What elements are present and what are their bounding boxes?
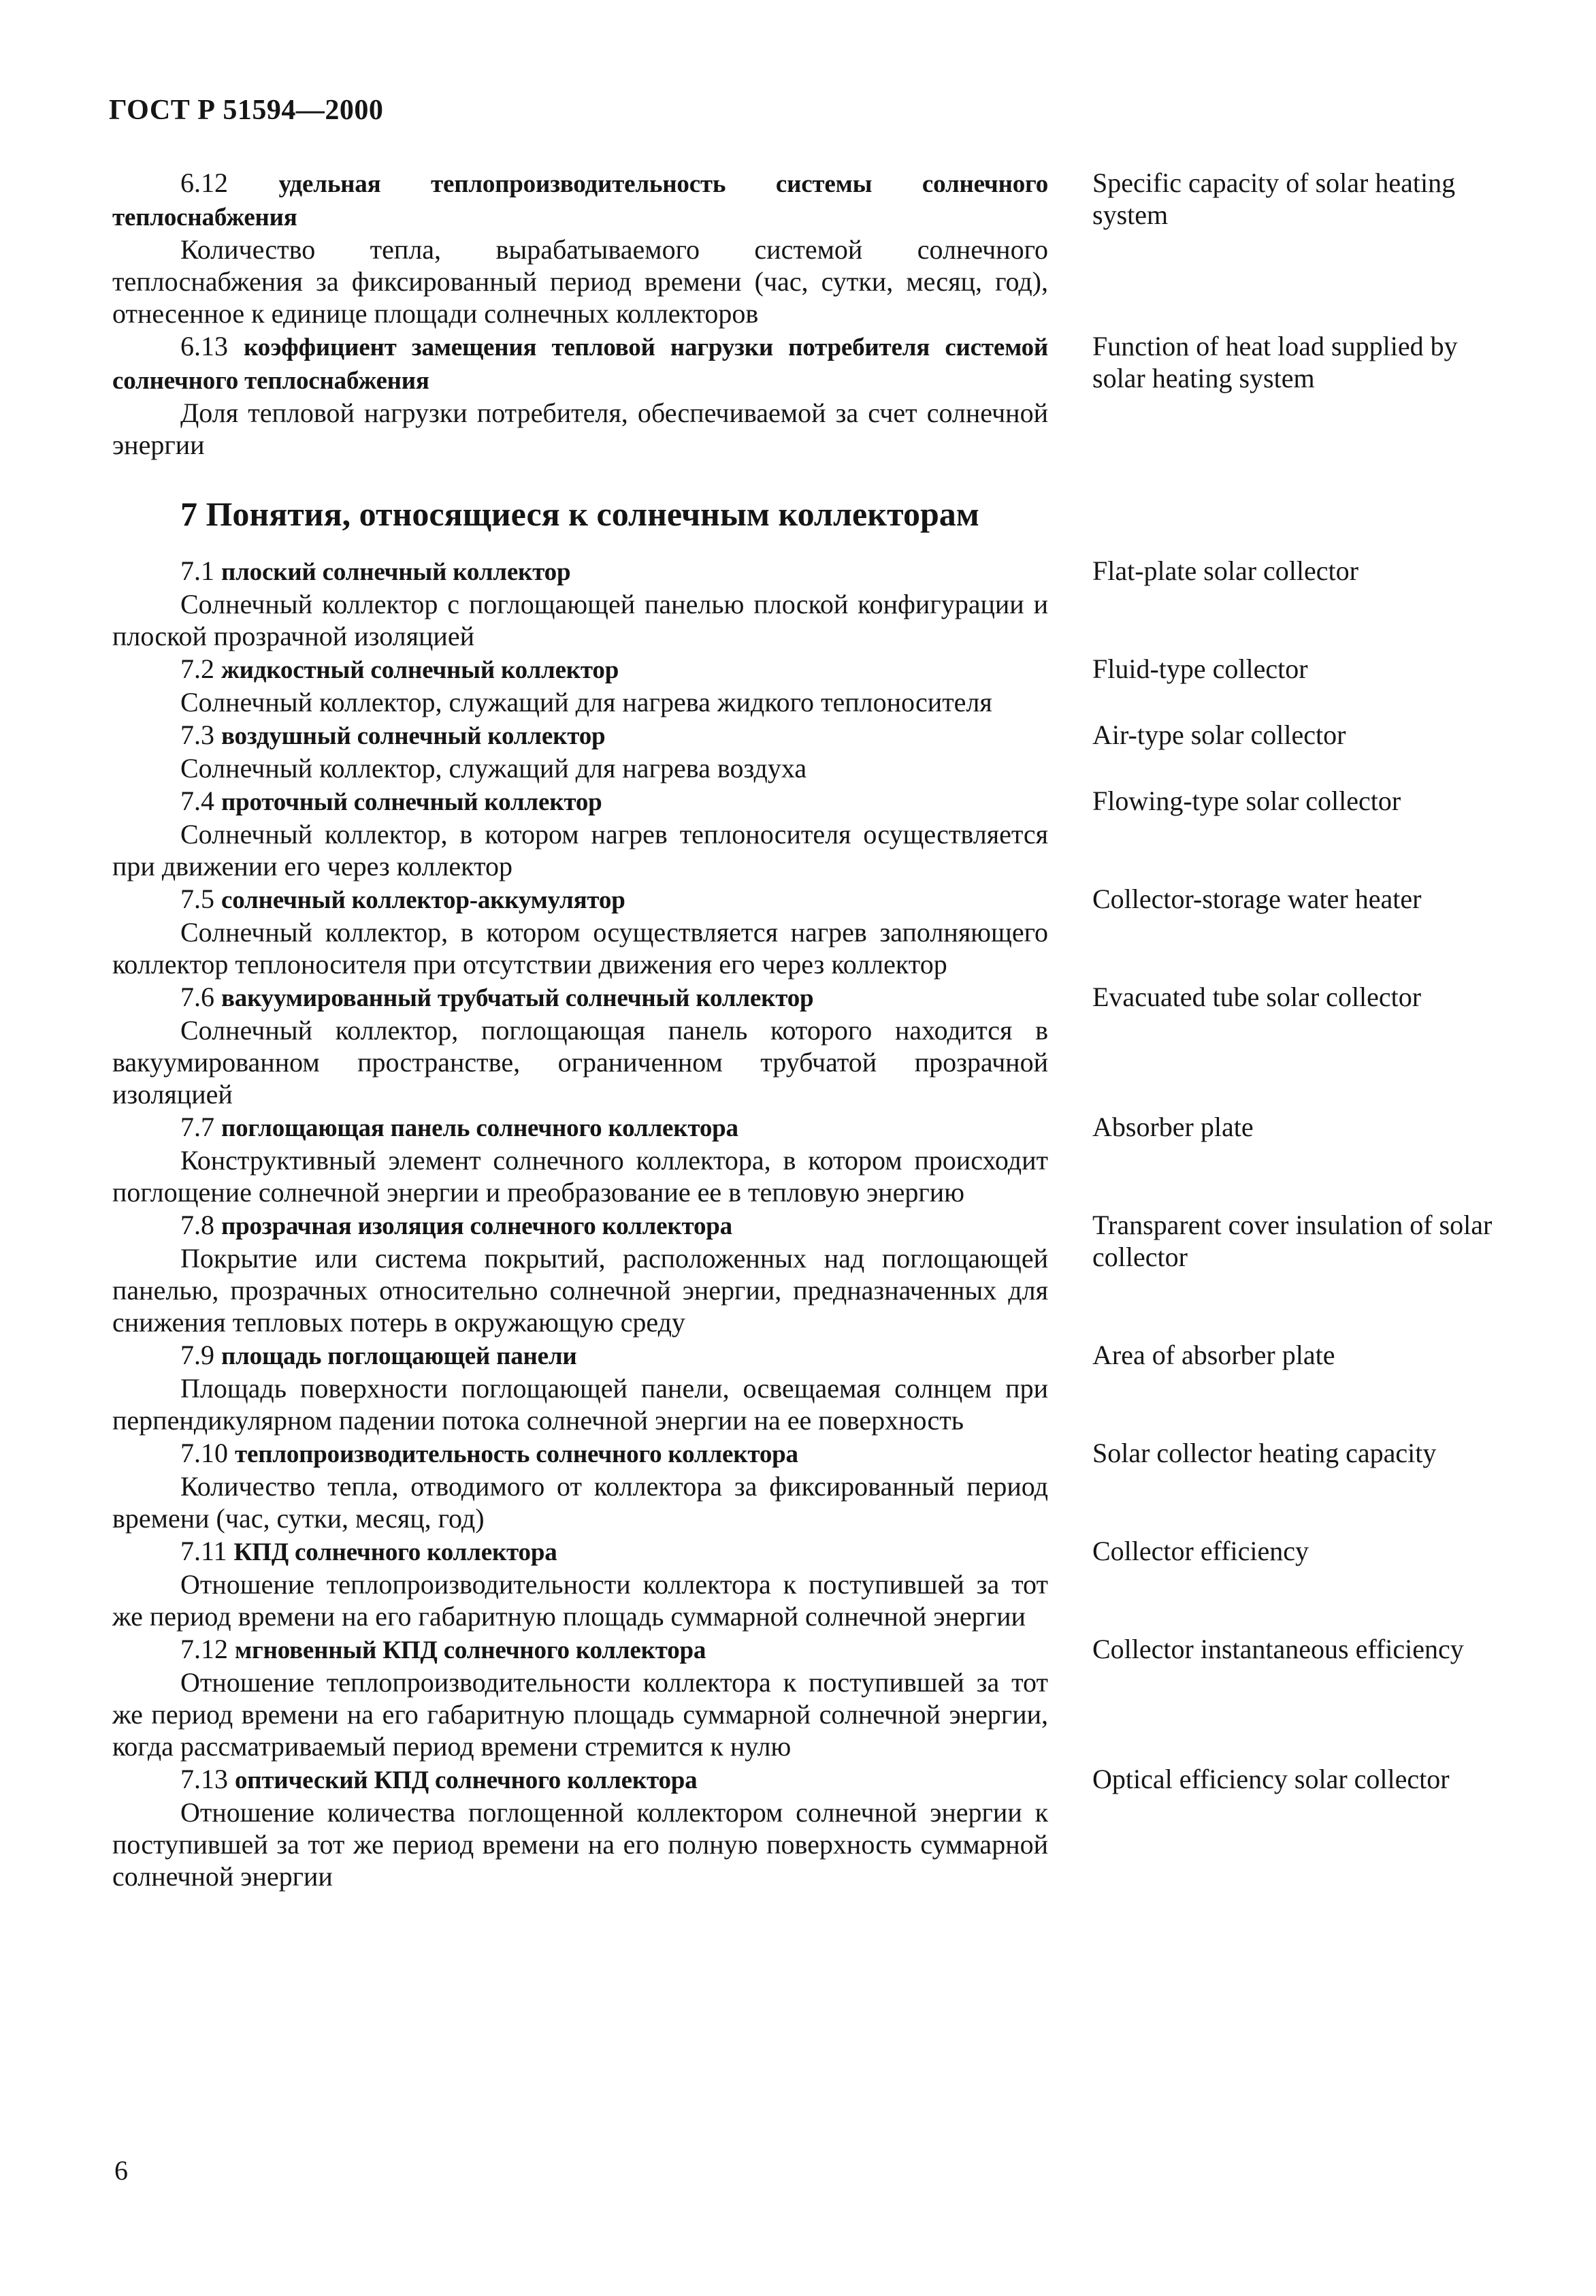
term-entry-7-13 <box>112 1763 1514 1892</box>
term-russian <box>112 1111 1048 1208</box>
section-heading: 7 Понятия, относящиеся к солнечным коллекторам <box>180 495 979 533</box>
term-number: 7.8 <box>180 1210 214 1240</box>
term-russian <box>112 1339 1048 1436</box>
term-russian <box>112 330 1048 461</box>
term-russian <box>112 1437 1048 1534</box>
term-title: плоский солнечный коллектор <box>221 558 571 586</box>
term-number: 7.4 <box>180 786 214 816</box>
terms-content <box>112 167 1514 1893</box>
term-english: Evacuated tube solar collector <box>1092 982 1422 1012</box>
term-number: 7.12 <box>180 1634 228 1664</box>
term-definition: Количество тепла, вырабатываемого системой солнечного теплоснабжения за фиксированный период времени (час, сутки, месяц, год), отнесенное к единице площади солнечных коллекторов <box>112 234 1048 329</box>
term-title: мгновенный КПД солнечного коллектора <box>235 1636 706 1664</box>
term-title: коэффициент замещения тепловой нагрузки потребителя системой солнечного теплоснабжения <box>112 334 1049 395</box>
term-russian <box>112 719 1048 784</box>
term-entry-7-6 <box>112 981 1514 1110</box>
term-russian <box>112 883 1048 980</box>
term-title: прозрачная изоляция солнечного коллектора <box>221 1212 732 1240</box>
term-english: Flat-plate solar collector <box>1092 555 1358 586</box>
term-russian <box>112 1633 1048 1762</box>
term-title: жидкостный солнечный коллектор <box>221 656 619 684</box>
term-entry-7-2 <box>112 653 1514 718</box>
term-entry-7-12 <box>112 1633 1514 1762</box>
term-definition: Количество тепла, отводимого от коллектора за фиксированный период времени (час, сутки, месяц, год) <box>112 1471 1048 1534</box>
term-english: Transparent cover insulation of solar collector <box>1092 1210 1493 1272</box>
term-title: поглощающая панель солнечного коллектора <box>221 1114 738 1142</box>
term-definition: Солнечный коллектор, в котором осуществляется нагрев заполняющего коллектор теплоносителя при отсутствии движения его через коллектор <box>112 917 1048 980</box>
term-entry-6-13 <box>112 330 1514 461</box>
term-russian <box>112 167 1048 329</box>
term-definition: Отношение теплопроизводительности коллектора к поступившей за тот же период времени на его габаритную площадь суммарной солнечной энергии, когда рассматриваемый период времени стремится к нулю <box>112 1667 1048 1762</box>
term-entry-7-10 <box>112 1437 1514 1534</box>
term-russian <box>112 785 1048 882</box>
term-definition: Доля тепловой нагрузки потребителя, обеспечиваемой за счет солнечной энергии <box>112 398 1048 460</box>
term-title: КПД солнечного коллектора <box>233 1538 557 1566</box>
term-title: солнечный коллектор-аккумулятор <box>221 886 625 914</box>
term-number: 7.11 <box>180 1536 227 1566</box>
term-number: 7.6 <box>180 982 214 1012</box>
term-entry-7-3 <box>112 719 1514 784</box>
term-definition: Солнечный коллектор, поглощающая панель которого находится в вакуумированном пространстве, ограниченном трубчатой прозрачной изоляцией <box>112 1015 1048 1110</box>
term-english: Absorber plate <box>1092 1112 1254 1142</box>
term-entry-6-12 <box>112 167 1514 329</box>
term-definition: Солнечный коллектор, служащий для нагрева жидкого теплоносителя <box>180 687 992 717</box>
term-russian <box>112 981 1048 1110</box>
term-number: 7.1 <box>180 555 214 586</box>
term-number: 7.5 <box>180 884 214 914</box>
term-definition: Солнечный коллектор, в котором нагрев теплоносителя осуществляется при движении его через коллектор <box>112 819 1048 882</box>
term-number: 6.13 <box>180 331 228 361</box>
term-english: Area of absorber plate <box>1092 1340 1335 1370</box>
term-russian <box>112 1209 1048 1338</box>
term-title: удельная теплопроизводительность системы солнечного теплоснабжения <box>112 170 1048 231</box>
term-english: Specific capacity of solar heating system <box>1092 167 1456 230</box>
term-english: Air-type solar collector <box>1092 719 1346 750</box>
term-english: Fluid-type collector <box>1092 653 1308 684</box>
document-code-header: ГОСТ Р 51594—2000 <box>109 95 384 126</box>
term-title: вакуумированный трубчатый солнечный коллектор <box>221 984 814 1012</box>
term-russian <box>112 1763 1048 1892</box>
term-entry-7-7 <box>112 1111 1514 1208</box>
term-title: площадь поглощающей панели <box>221 1342 577 1370</box>
term-english: Solar collector heating capacity <box>1092 1438 1437 1468</box>
term-english: Collector instantaneous efficiency <box>1092 1634 1464 1664</box>
term-definition: Конструктивный элемент солнечного коллектора, в котором происходит поглощение солнечной энергии и преобразование ее в тепловую энергию <box>112 1145 1048 1208</box>
term-number: 7.3 <box>180 719 214 750</box>
term-definition: Площадь поверхности поглощающей панели, освещаемая солнцем при перпендикулярном падении потока солнечной энергии на ее поверхность <box>112 1373 1048 1436</box>
term-number: 7.7 <box>180 1112 214 1142</box>
term-number: 7.13 <box>180 1764 228 1794</box>
term-russian <box>112 555 1048 652</box>
term-entry-7-5 <box>112 883 1514 980</box>
term-number: 6.12 <box>180 167 228 198</box>
term-number: 7.9 <box>180 1340 214 1370</box>
term-english: Function of heat load supplied by solar heating system <box>1092 331 1458 393</box>
term-number: 7.2 <box>180 653 214 684</box>
term-title: проточный солнечный коллектор <box>221 788 602 816</box>
term-definition: Солнечный коллектор, служащий для нагрева воздуха <box>180 753 807 783</box>
term-english: Collector efficiency <box>1092 1536 1309 1566</box>
term-entry-7-8 <box>112 1209 1514 1338</box>
term-entry-7-4 <box>112 785 1514 882</box>
term-english: Optical efficiency solar collector <box>1092 1764 1450 1794</box>
page-number: 6 <box>114 2155 128 2186</box>
term-english: Collector-storage water heater <box>1092 884 1422 914</box>
term-definition: Солнечный коллектор с поглощающей панелью плоской конфигурации и плоской прозрачной изоляцией <box>112 589 1048 651</box>
term-title: воздушный солнечный коллектор <box>221 722 606 750</box>
term-russian <box>112 1535 1048 1632</box>
term-entry-7-1 <box>112 555 1514 652</box>
term-entry-7-11 <box>112 1535 1514 1632</box>
term-title: теплопроизводительность солнечного коллектора <box>235 1440 798 1468</box>
term-english: Flowing-type solar collector <box>1092 786 1401 816</box>
term-entry-7-9 <box>112 1339 1514 1436</box>
term-russian <box>112 653 1048 718</box>
term-number: 7.10 <box>180 1438 228 1468</box>
term-definition: Покрытие или система покрытий, расположенных над поглощающей панелью, прозрачных относительно солнечной энергии, предназначенных для снижения тепловых потерь в окружающую среду <box>112 1243 1048 1338</box>
term-title: оптический КПД солнечного коллектора <box>235 1766 698 1794</box>
term-definition: Отношение количества поглощенной коллектором солнечной энергии к поступившей за тот же период времени на его полную поверхность суммарной солнечной энергии <box>112 1797 1048 1892</box>
term-definition: Отношение теплопроизводительности коллектора к поступившей за тот же период времени на его габаритную площадь суммарной солнечной энергии <box>112 1569 1048 1632</box>
